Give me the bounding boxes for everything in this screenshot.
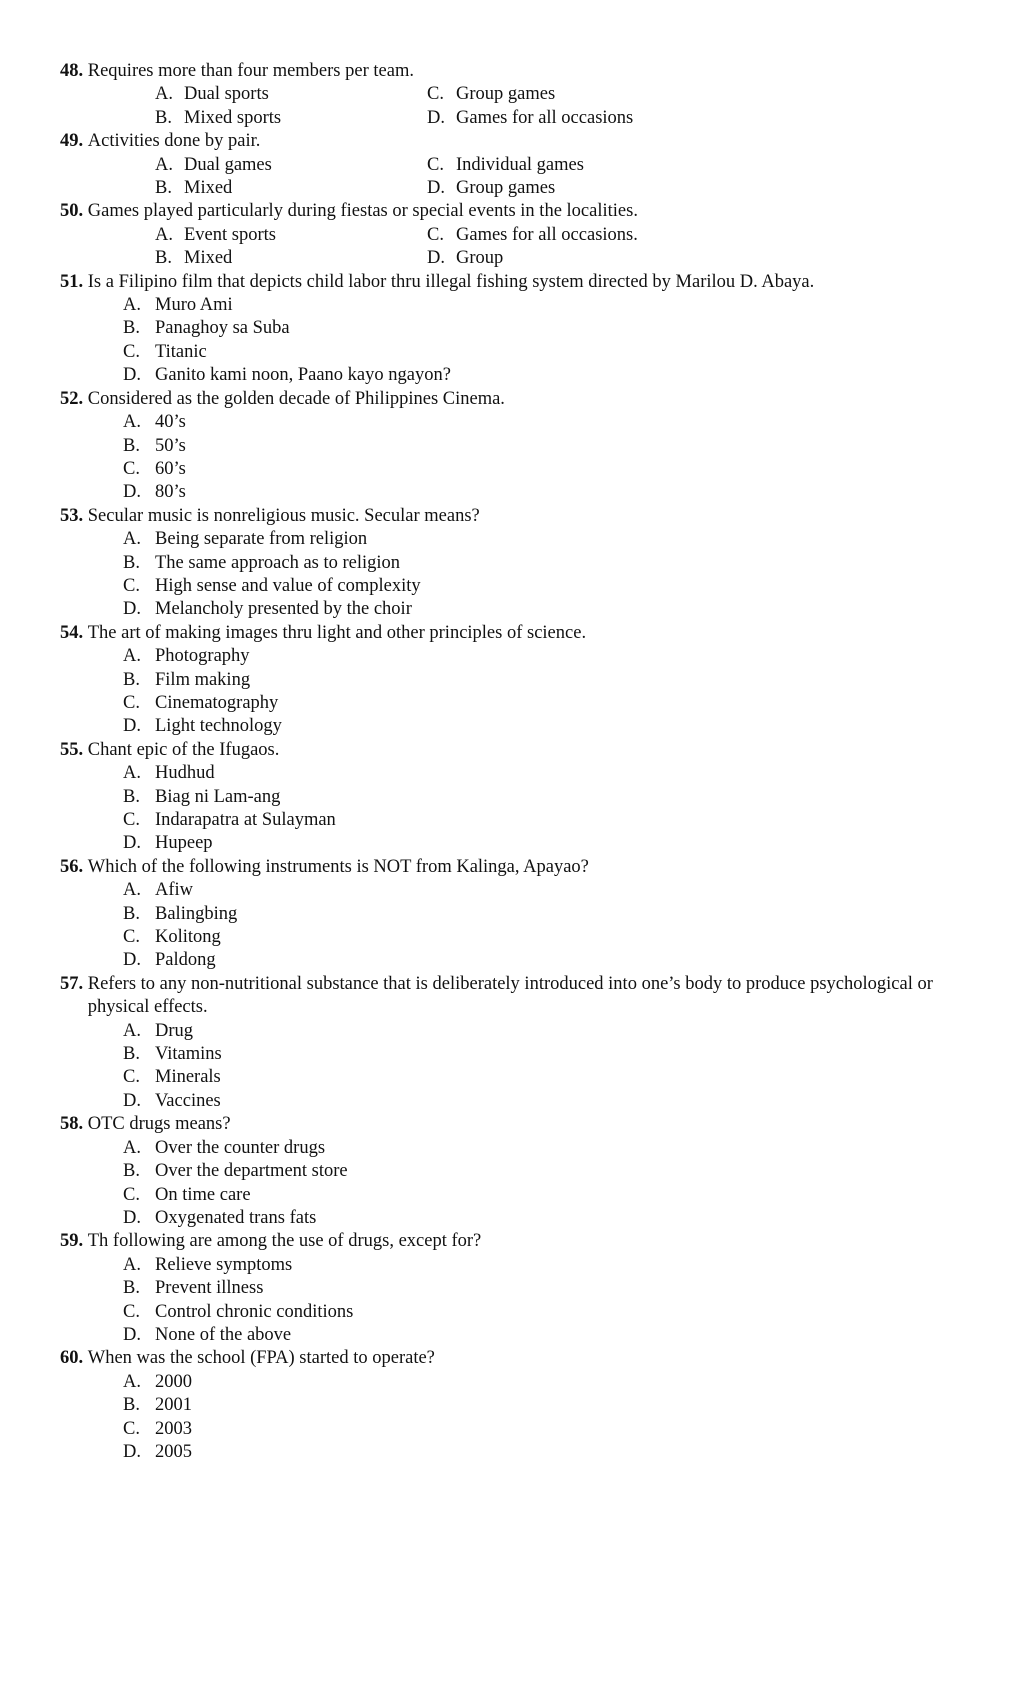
answer-option: [155, 154, 427, 177]
answer-option: [427, 177, 707, 200]
answer-option: [427, 154, 707, 177]
option-letter: C.: [123, 1067, 140, 1088]
option-text: Mixed sports: [184, 107, 282, 128]
option-letter: A.: [123, 1137, 141, 1158]
answer-option: [123, 435, 960, 458]
option-letter: A.: [123, 1020, 141, 1041]
option-letter: D.: [123, 482, 141, 503]
answer-option: [123, 949, 960, 972]
option-text: Games for all occasions.: [456, 224, 638, 245]
option-text: Kolitong: [155, 927, 221, 948]
option-letter: D.: [427, 248, 445, 269]
answer-option: [123, 364, 960, 387]
answer-option: [155, 224, 427, 247]
answer-option: [123, 669, 960, 692]
answer-option: [123, 1394, 960, 1417]
option-text: Cinematography: [155, 692, 279, 713]
question-number: 50.: [60, 201, 84, 222]
answer-option: [123, 1418, 960, 1441]
option-letter: D.: [427, 107, 445, 128]
option-text: Group: [456, 248, 504, 269]
option-letter: D.: [123, 599, 141, 620]
option-text: Over the department store: [155, 1161, 348, 1182]
question-number: 57.: [60, 973, 84, 994]
answer-option: [123, 575, 960, 598]
question-text: When was the school (FPA) started to operate?: [87, 1348, 435, 1369]
answer-option: [123, 1160, 960, 1183]
option-letter: B.: [123, 318, 140, 339]
question-stem: [60, 1347, 960, 1370]
option-text: Paldong: [155, 950, 216, 971]
question-stem: [60, 622, 960, 645]
option-text: Hupeep: [155, 833, 213, 854]
option-letter: B.: [155, 248, 172, 269]
answer-options: [60, 1254, 960, 1348]
answer-option: [123, 786, 960, 809]
option-letter: B.: [155, 178, 172, 199]
option-letter: D.: [123, 1090, 141, 1111]
answer-options: [60, 1137, 960, 1231]
answer-option: [123, 294, 960, 317]
question-item: [60, 622, 960, 739]
answer-option: [123, 1184, 960, 1207]
answer-option: [123, 903, 960, 926]
question-number: 55.: [60, 739, 84, 760]
option-text: 2005: [155, 1441, 192, 1462]
option-letter: C.: [123, 341, 140, 362]
answer-options: [60, 1020, 960, 1114]
question-item: [60, 505, 960, 622]
answer-option: [123, 552, 960, 575]
answer-option: [427, 224, 707, 247]
answer-options: [60, 411, 960, 505]
answer-option: [123, 809, 960, 832]
question-item: [60, 200, 960, 270]
question-number: 58.: [60, 1114, 84, 1135]
option-text: Vaccines: [155, 1090, 221, 1111]
option-letter: A.: [155, 84, 173, 105]
answer-option: [123, 1441, 960, 1464]
answer-option: [123, 598, 960, 621]
option-text: Mixed: [184, 248, 233, 269]
question-text: Refers to any non-nutritional substance that is deliberately introduced into one’s body to produce psychological or physical effects.: [87, 973, 933, 1018]
question-stem: [60, 200, 960, 223]
answer-option: [123, 1324, 960, 1347]
answer-option: [123, 715, 960, 738]
option-text: Afiw: [155, 880, 194, 901]
question-item: [60, 388, 960, 505]
question-item: [60, 1113, 960, 1230]
option-text: Over the counter drugs: [155, 1137, 326, 1158]
answer-option: [427, 247, 707, 270]
question-text: Activities done by pair.: [87, 131, 261, 152]
option-letter: B.: [123, 552, 140, 573]
question-stem: [60, 505, 960, 528]
option-text: Photography: [155, 646, 250, 667]
answer-option: [427, 107, 707, 130]
option-letter: C.: [123, 927, 140, 948]
option-letter: D.: [123, 1441, 141, 1462]
question-number: 60.: [60, 1348, 84, 1369]
option-letter: C.: [427, 84, 444, 105]
option-text: Titanic: [155, 341, 207, 362]
option-text: Film making: [155, 669, 251, 690]
option-text: 2001: [155, 1395, 192, 1416]
question-text: Th following are among the use of drugs, except for?: [87, 1231, 482, 1252]
answer-option: [123, 317, 960, 340]
answer-option: [123, 341, 960, 364]
option-letter: C.: [123, 1184, 140, 1205]
answer-option: [123, 1090, 960, 1113]
answer-option: [123, 458, 960, 481]
answer-option: [155, 247, 427, 270]
question-number: 51.: [60, 271, 84, 292]
option-letter: B.: [123, 1278, 140, 1299]
answer-option: [123, 1301, 960, 1324]
question-number: 53.: [60, 505, 84, 526]
option-text: 40’s: [155, 412, 186, 433]
question-number: 52.: [60, 388, 84, 409]
option-text: Biag ni Lam-ang: [155, 786, 281, 807]
option-letter: C.: [123, 1301, 140, 1322]
option-text: Ganito kami noon, Paano kayo ngayon?: [155, 365, 451, 386]
answer-options: [60, 83, 960, 130]
answer-option: [123, 645, 960, 668]
question-item: [60, 739, 960, 856]
answer-options: [60, 224, 960, 271]
option-text: Muro Ami: [155, 295, 233, 316]
question-item: [60, 1230, 960, 1347]
question-stem: [60, 271, 960, 294]
question-stem: [60, 60, 960, 83]
option-text: Group games: [456, 84, 556, 105]
answer-option: [123, 1207, 960, 1230]
answer-option: [123, 1371, 960, 1394]
question-number: 54.: [60, 622, 84, 643]
option-text: The same approach as to religion: [155, 552, 401, 573]
answer-options: [60, 879, 960, 973]
option-text: Vitamins: [155, 1044, 222, 1065]
answer-option: [123, 692, 960, 715]
question-stem: [60, 1230, 960, 1253]
option-text: Event sports: [184, 224, 276, 245]
option-letter: A.: [123, 412, 141, 433]
option-text: Minerals: [155, 1067, 221, 1088]
option-letter: B.: [155, 107, 172, 128]
answer-option: [123, 1066, 960, 1089]
option-text: Individual games: [456, 154, 584, 175]
question-text: Which of the following instruments is NOT from Kalinga, Apayao?: [87, 856, 589, 877]
answer-option: [123, 1043, 960, 1066]
question-item: [60, 60, 960, 130]
answer-option: [123, 1137, 960, 1160]
question-text: Chant epic of the Ifugaos.: [87, 739, 280, 760]
option-letter: D.: [123, 1207, 141, 1228]
question-list: [60, 60, 960, 1464]
question-stem: [60, 1113, 960, 1136]
option-letter: C.: [123, 458, 140, 479]
option-text: Light technology: [155, 716, 282, 737]
option-letter: B.: [123, 1161, 140, 1182]
option-letter: B.: [123, 435, 140, 456]
option-text: 80’s: [155, 482, 186, 503]
option-text: Panaghoy sa Suba: [155, 318, 290, 339]
question-text: Is a Filipino film that depicts child labor thru illegal fishing system directed by Marilou D. Abaya.: [87, 271, 815, 292]
option-text: Dual games: [184, 154, 272, 175]
option-letter: B.: [123, 786, 140, 807]
option-text: 2000: [155, 1371, 192, 1392]
option-letter: A.: [155, 154, 173, 175]
question-stem: [60, 856, 960, 879]
question-stem: [60, 130, 960, 153]
option-letter: D.: [123, 833, 141, 854]
question-text: Games played particularly during fiestas or special events in the localities.: [87, 201, 638, 222]
answer-option: [123, 1020, 960, 1043]
answer-options: [60, 762, 960, 856]
question-text: The art of making images thru light and other principles of science.: [87, 622, 587, 643]
option-text: Indarapatra at Sulayman: [155, 810, 336, 830]
option-letter: A.: [123, 1371, 141, 1392]
option-text: Relieve symptoms: [155, 1254, 293, 1275]
answer-options: [60, 528, 960, 622]
option-text: 50’s: [155, 435, 186, 456]
answer-option: [123, 1277, 960, 1300]
option-letter: A.: [123, 295, 141, 316]
answer-option: [155, 83, 427, 106]
option-letter: C.: [123, 692, 140, 713]
option-text: None of the above: [155, 1324, 292, 1345]
option-letter: D.: [427, 178, 445, 199]
question-text: Secular music is nonreligious music. Secular means?: [87, 505, 480, 526]
answer-option: [123, 1254, 960, 1277]
question-number: 56.: [60, 856, 84, 877]
answer-option: [123, 879, 960, 902]
option-text: Drug: [155, 1020, 194, 1041]
option-letter: B.: [123, 1044, 140, 1065]
option-letter: B.: [123, 903, 140, 924]
option-text: Dual sports: [184, 84, 269, 105]
answer-option: [123, 528, 960, 551]
option-letter: C.: [123, 810, 140, 830]
question-item: [60, 856, 960, 973]
answer-options: [60, 1371, 960, 1465]
option-text: On time care: [155, 1184, 251, 1205]
option-letter: D.: [123, 1324, 141, 1345]
question-stem: [60, 973, 960, 1020]
question-stem: [60, 739, 960, 762]
question-item: [60, 973, 960, 1113]
option-text: 60’s: [155, 458, 186, 479]
answer-option: [123, 832, 960, 855]
option-text: Oxygenated trans fats: [155, 1207, 317, 1228]
option-text: Group games: [456, 178, 556, 199]
option-letter: A.: [123, 1254, 141, 1275]
answer-option: [123, 411, 960, 434]
option-text: Games for all occasions: [456, 107, 634, 128]
option-letter: C.: [123, 575, 140, 596]
answer-option: [123, 762, 960, 785]
option-letter: A.: [123, 646, 141, 667]
option-letter: B.: [123, 669, 140, 690]
option-text: 2003: [155, 1418, 192, 1439]
question-number: 48.: [60, 61, 84, 81]
option-text: Being separate from religion: [155, 529, 368, 550]
answer-options: [60, 294, 960, 388]
option-letter: C.: [123, 1418, 140, 1439]
option-letter: B.: [123, 1395, 140, 1416]
answer-options: [60, 645, 960, 739]
question-text: OTC drugs means?: [87, 1114, 231, 1135]
answer-option: [123, 481, 960, 504]
question-stem: [60, 388, 960, 411]
option-text: Melancholy presented by the choir: [155, 599, 412, 620]
answer-option: [427, 83, 707, 106]
answer-options: [60, 154, 960, 201]
option-letter: A.: [155, 224, 173, 245]
option-letter: A.: [123, 763, 141, 784]
option-text: Hudhud: [155, 763, 215, 784]
question-item: [60, 130, 960, 200]
answer-option: [123, 926, 960, 949]
option-letter: C.: [427, 154, 444, 175]
option-text: High sense and value of complexity: [155, 575, 421, 596]
answer-option: [155, 177, 427, 200]
option-text: Prevent illness: [155, 1278, 264, 1299]
option-letter: D.: [123, 950, 141, 971]
question-text: Considered as the golden decade of Philippines Cinema.: [87, 388, 505, 409]
question-item: [60, 1347, 960, 1464]
question-number: 49.: [60, 131, 84, 152]
question-number: 59.: [60, 1231, 84, 1252]
answer-option: [155, 107, 427, 130]
option-text: Mixed: [184, 178, 233, 199]
option-text: Balingbing: [155, 903, 238, 924]
option-letter: A.: [123, 880, 141, 901]
question-text: Requires more than four members per team.: [87, 61, 414, 81]
option-text: Control chronic conditions: [155, 1301, 354, 1322]
option-letter: D.: [123, 365, 141, 386]
question-item: [60, 271, 960, 388]
option-letter: D.: [123, 716, 141, 737]
option-letter: A.: [123, 529, 141, 550]
option-letter: C.: [427, 224, 444, 245]
